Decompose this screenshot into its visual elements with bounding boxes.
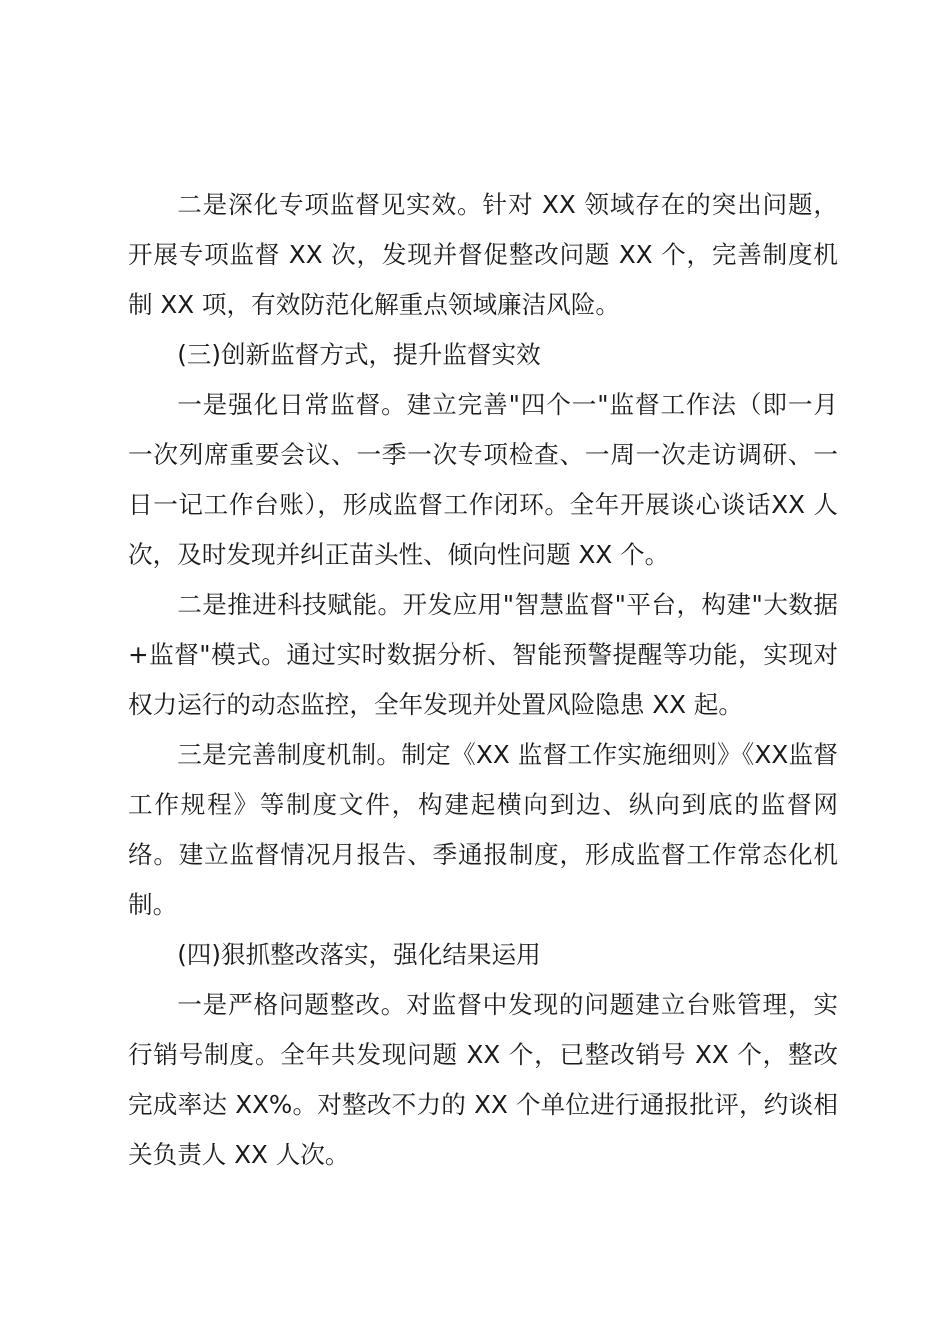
- section-heading-3: (三)创新监督方式，提升监督实效: [177, 340, 541, 369]
- document-body: [128, 180, 838, 1180]
- paragraph-rectification: 一是严格问题整改。对监督中发现的问题建立台账管理，实行销号制度。全年共发现问题 XX 个，已整改销号 XX 个，整改完成率达 XX%。对整改不力的 XX 个单位进行通报批评，约谈相关负责人 XX 人次。: [128, 990, 838, 1169]
- paragraph-special-supervision: 二是深化专项监督见实效。针对 XX 领域存在的突出问题，开展专项监督 XX 次，发现并督促整改问题 XX 个，完善制度机制 XX 项，有效防范化解重点领域廉洁风险。: [128, 190, 838, 319]
- paragraph-tech-empowerment: 二是推进科技赋能。开发应用"智慧监督"平台，构建"大数据+监督"模式。通过实时数据分析、智能预警提醒等功能，实现对权力运行的动态监控，全年发现并处置风险隐患 XX 起。: [128, 590, 838, 719]
- section-heading-4: (四)狠抓整改落实，强化结果运用: [177, 940, 541, 969]
- paragraph-system-mechanism: 三是完善制度机制。制定《XX 监督工作实施细则》《XX监督工作规程》等制度文件，构建起横向到边、纵向到底的监督网络。建立监督情况月报告、季通报制度，形成监督工作常态化机制。: [128, 740, 838, 919]
- paragraph-daily-supervision: 一是强化日常监督。建立完善"四个一"监督工作法（即一月一次列席重要会议、一季一次专项检查、一周一次走访调研、一日一记工作台账），形成监督工作闭环。全年开展谈心谈话XX 人次，及时发现并纠正苗头性、倾向性问题 XX 个。: [128, 390, 838, 569]
